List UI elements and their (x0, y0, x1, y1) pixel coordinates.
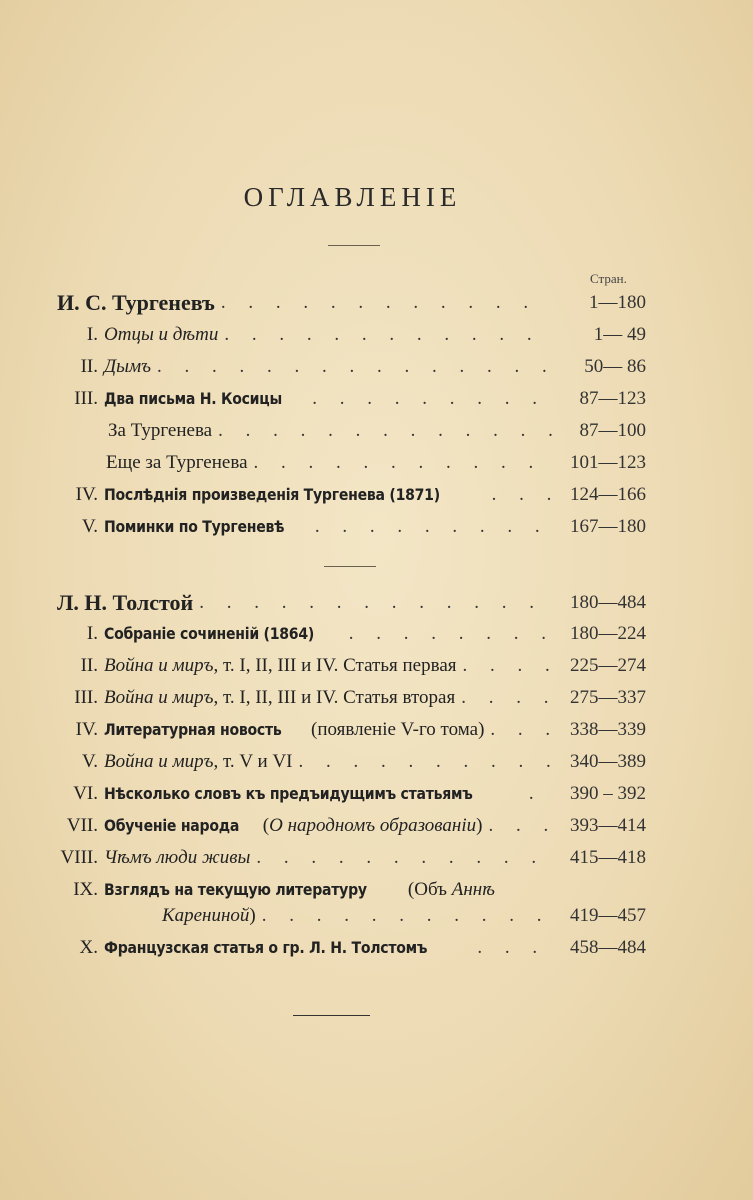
dot-leader (461, 683, 552, 713)
entry-title (104, 843, 250, 873)
entry-number: II. (80, 655, 98, 676)
entry-title-segment: Два письма Н. Косицы (104, 389, 282, 408)
section-divider (324, 566, 376, 567)
toc-entry (0, 480, 753, 510)
entry-title (104, 619, 343, 649)
dot-leader (299, 747, 553, 777)
entry-number: I. (86, 623, 98, 644)
toc-entry (0, 933, 753, 963)
entry-title (104, 512, 309, 542)
dot-leader (199, 588, 552, 618)
toc-entry (0, 811, 753, 841)
toc-entry (0, 448, 753, 478)
entry-title-segment: , т. I, II, III и IV. Статья вторая (213, 687, 456, 708)
entry-title-segment: ) (249, 905, 256, 926)
entry-title-segment: Еще за Тургенева (106, 452, 248, 473)
toc-entry (0, 651, 753, 681)
page-range: 1—180 (589, 292, 646, 313)
dot-leader (529, 779, 552, 809)
entry-title (108, 416, 212, 446)
end-rule (293, 1015, 370, 1016)
entry-title-segment: Поминки по Тургеневѣ (104, 517, 285, 536)
page-range: 275—337 (570, 687, 646, 708)
entry-number: IX. (73, 879, 98, 900)
dot-leader (477, 933, 552, 963)
entry-title (104, 651, 457, 681)
page-range: 393—414 (570, 815, 646, 836)
entry-title-segment: Чѣмъ люди живы (104, 847, 251, 868)
entry-title-segment: Война и миръ (104, 687, 214, 708)
entry-number: III. (74, 687, 98, 708)
entry-title-segment: Французская статья о гр. Л. Н. Толстомъ (104, 938, 428, 957)
entry-title-segment: За Тургенева (108, 420, 213, 441)
entry-title-segment: ( (262, 815, 270, 836)
entry-title (104, 933, 471, 963)
entry-title (104, 779, 523, 809)
page-range: 390 – 392 (570, 783, 646, 804)
entry-title (104, 683, 455, 713)
page-range: 340—389 (570, 751, 646, 772)
entry-title-segment: , т. V и VI (213, 751, 293, 772)
entry-title (104, 384, 306, 414)
entry-title (104, 480, 486, 510)
dot-leader (224, 320, 552, 350)
toc-entry (0, 352, 753, 382)
entry-number: VIII. (60, 847, 98, 868)
entry-title-segment: Литературная новость (104, 720, 287, 739)
entry-title (104, 715, 484, 745)
page-range: 419—457 (570, 905, 646, 926)
entry-title (104, 320, 218, 350)
dot-leader (492, 480, 552, 510)
entry-title-segment: Карениной (162, 905, 250, 926)
dot-leader (218, 416, 552, 446)
toc-author-entry (0, 288, 753, 318)
page-range: 458—484 (570, 937, 646, 958)
toc-author-entry (0, 588, 753, 618)
entry-title-segment: Л. Н. Толстой (57, 590, 194, 615)
dot-leader (349, 619, 552, 649)
page-range: 167—180 (570, 516, 646, 537)
entry-number: IV. (75, 484, 98, 505)
toc-entry (0, 683, 753, 713)
entry-title-segment: Взглядъ на текущую литературу (104, 880, 372, 899)
page-range: 101—123 (570, 452, 646, 473)
page-range: 87—123 (579, 388, 646, 409)
entry-number: IV. (75, 719, 98, 740)
entry-title-segment: Собраніе сочиненій (1864) (104, 624, 315, 643)
page-range: 338—339 (570, 719, 646, 740)
entry-title-segment: Война и миръ (104, 751, 214, 772)
entry-number: I. (86, 324, 98, 345)
page-range: 87—100 (579, 420, 646, 441)
toc-entry (0, 619, 753, 649)
dot-leader (312, 384, 552, 414)
entry-number: V. (81, 516, 98, 537)
entry-title-segment: И. С. Тургеневъ (57, 290, 215, 315)
entry-number: III. (74, 388, 98, 409)
entry-title (57, 588, 193, 618)
entry-title (104, 747, 293, 777)
entry-title (57, 288, 215, 318)
entry-title (104, 811, 482, 841)
column-header-pages: Стран. (590, 271, 627, 286)
entry-title (104, 352, 151, 382)
page-range: 180—484 (570, 592, 646, 613)
entry-title-segment: (Объ (407, 879, 452, 900)
toc-entry (0, 320, 753, 350)
entry-number: II. (80, 356, 98, 377)
entry-title-segment: Послѣднія произведенія Тургенева (1871) (104, 485, 440, 504)
dot-leader (221, 288, 552, 318)
toc-entry (0, 512, 753, 542)
toc-entry (0, 715, 753, 745)
entry-title-segment: Дымъ (104, 356, 151, 377)
entry-title-segment: О народномъ образованіи (269, 815, 477, 836)
dot-leader (262, 901, 552, 931)
page-range: 180—224 (570, 623, 646, 644)
entry-title (106, 448, 248, 478)
dot-leader (488, 811, 552, 841)
toc-entry (0, 843, 753, 873)
dot-leader (256, 843, 552, 873)
toc-entry (0, 416, 753, 446)
dot-leader (490, 715, 552, 745)
dot-leader (254, 448, 553, 478)
dot-leader (315, 512, 552, 542)
entry-title (162, 901, 256, 931)
title-rule (328, 245, 380, 246)
toc-entry (0, 901, 753, 931)
dot-leader (463, 651, 553, 681)
entry-title-segment: Война и миръ (104, 655, 214, 676)
entry-title-segment: , т. I, II, III и IV. Статья первая (213, 655, 457, 676)
page-range: 225—274 (570, 655, 646, 676)
entry-title-segment: Отцы и дѣти (104, 324, 219, 345)
entry-title-segment: Нѣсколько словъ къ предъидущимъ статьямъ (104, 784, 473, 803)
entry-title-segment: ) (476, 815, 483, 836)
dot-leader (157, 352, 552, 382)
entry-title-segment: Обученіе народа (104, 816, 244, 835)
toc-entry (0, 779, 753, 809)
toc-title: ОГЛАВЛЕНІЕ (243, 182, 462, 212)
entry-number: VI. (73, 783, 98, 804)
page-range: 124—166 (570, 484, 646, 505)
entry-number: VII. (66, 815, 98, 836)
page-range: 1— 49 (593, 324, 646, 345)
page-range: 415—418 (570, 847, 646, 868)
entry-number: V. (81, 751, 98, 772)
entry-title-segment: Аннѣ (451, 879, 495, 900)
page-range: 50— 86 (584, 356, 646, 377)
toc-entry (0, 384, 753, 414)
toc-entry (0, 747, 753, 777)
entry-title-segment: (появленіе V-го тома) (311, 719, 485, 740)
entry-number: X. (79, 937, 98, 958)
